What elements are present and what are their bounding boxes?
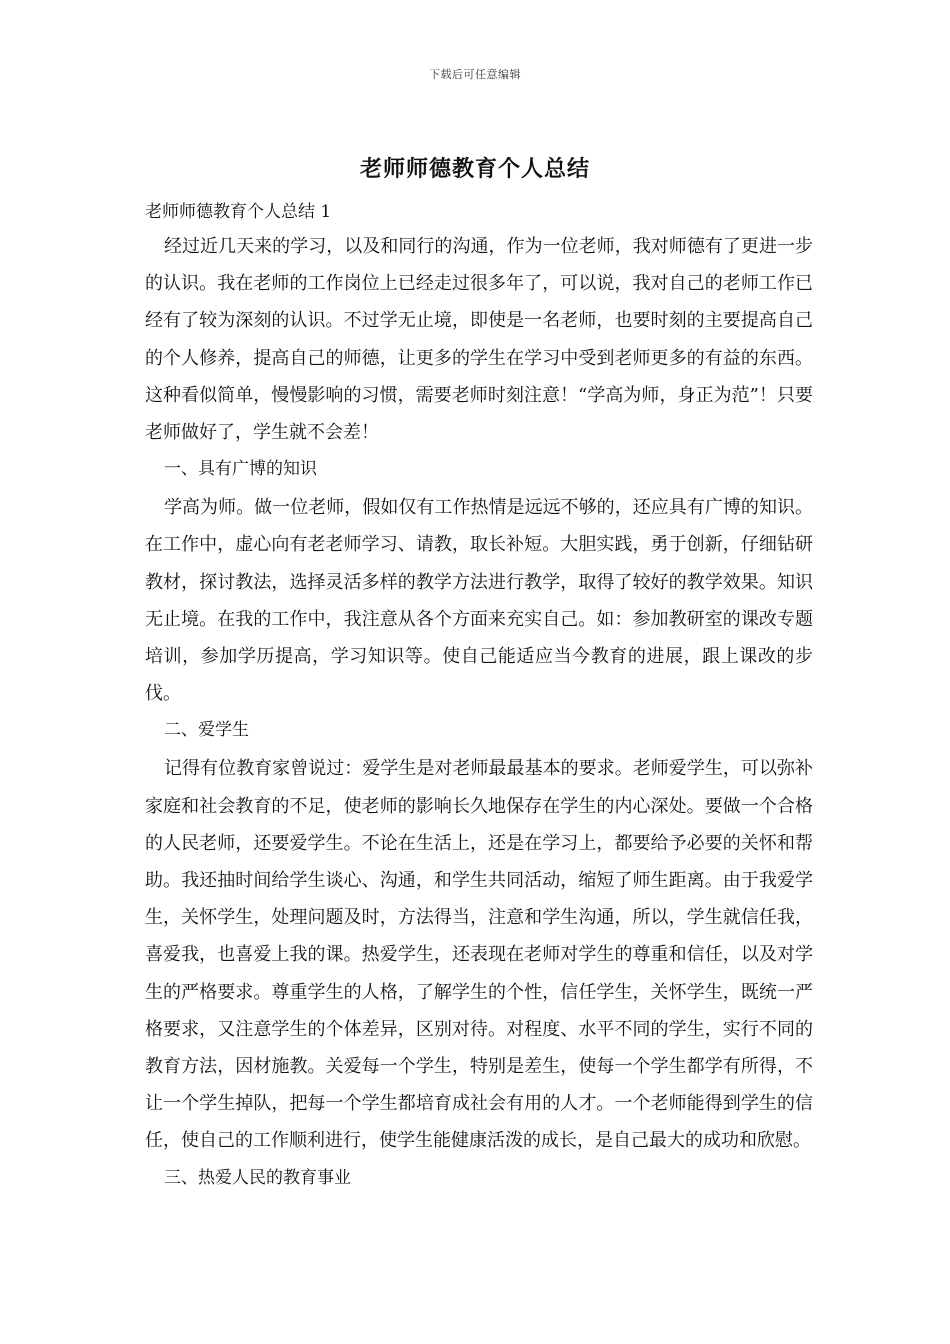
- document-body: [145, 196, 813, 1194]
- header-note: 下载后可任意编辑: [429, 68, 521, 81]
- paragraph-intro: 经过近几天来的学习，以及和同行的沟通，作为一位老师，我对师德有了更进一步的认识。我在老师的工作岗位上已经走过很多年了，可以说，我对自己的老师工作已经有了较为深刻的认识。不过学无止境，即使是一名老师，也要时刻的主要提高自己的个人修养，提高自己的师德，让更多的学生在学习中受到老师更多的有益的东西。这种看似简单，慢慢影响的习惯，需要老师时刻注意！“学高为师，身正为范”！只要老师做好了，学生就不会差！: [145, 236, 813, 444]
- section-heading-3: 三、热爱人民的教育事业: [164, 1167, 351, 1188]
- paragraph-knowledge: 学高为师。做一位老师，假如仅有工作热情是远远不够的，还应具有广博的知识。在工作中，虚心向有老老师学习、请教，取长补短。大胆实践，勇于创新，仔细钻研教材，探讨教法，选择灵活多样的教学方法进行教学，取得了较好的教学效果。知识无止境。在我的工作中，我注意从各个方面来充实自己。如：参加教研室的课改专题培训，参加学历提高，学习知识等。使自己能适应当今教育的进展，跟上课改的步伐。: [145, 497, 813, 705]
- document-title: 老师师德教育个人总结: [359, 156, 590, 182]
- paragraph-love-students: 记得有位教育家曾说过：爱学生是对老师最最基本的要求。老师爱学生，可以弥补家庭和社会教育的不足，使老师的影响长久地保存在学生的内心深处。要做一个合格的人民老师，还要爱学生。不论在生活上，还是在学习上，都要给予必要的关怀和帮助。我还抽时间给学生谈心、沟通，和学生共同活动，缩短了师生距离。由于我爱学生，关怀学生，处理问题及时，方法得当，注意和学生沟通，所以，学生就信任我，喜爱我，也喜爱上我的课。热爱学生，还表现在老师对学生的尊重和信任，以及对学生的严格要求。尊重学生的人格，了解学生的个性，信任学生，关怀学生，既统一严格要求，又注意学生的个体差异，区别对待。对程度、水平不同的学生，实行不同的教育方法，因材施教。关爱每一个学生，特别是差生，使每一个学生都学有所得，不让一个学生掉队，把每一个学生都培育成社会有用的人才。一个老师能得到学生的信任，使自己的工作顺利进行，使学生能健康活泼的成长，是自己最大的成功和欣慰。: [145, 758, 813, 1152]
- document-subtitle: 老师师德教育个人总结 1: [145, 202, 332, 222]
- section-heading-2: 二、爱学生: [164, 720, 249, 741]
- section-heading-1: 一、具有广博的知识: [164, 459, 317, 480]
